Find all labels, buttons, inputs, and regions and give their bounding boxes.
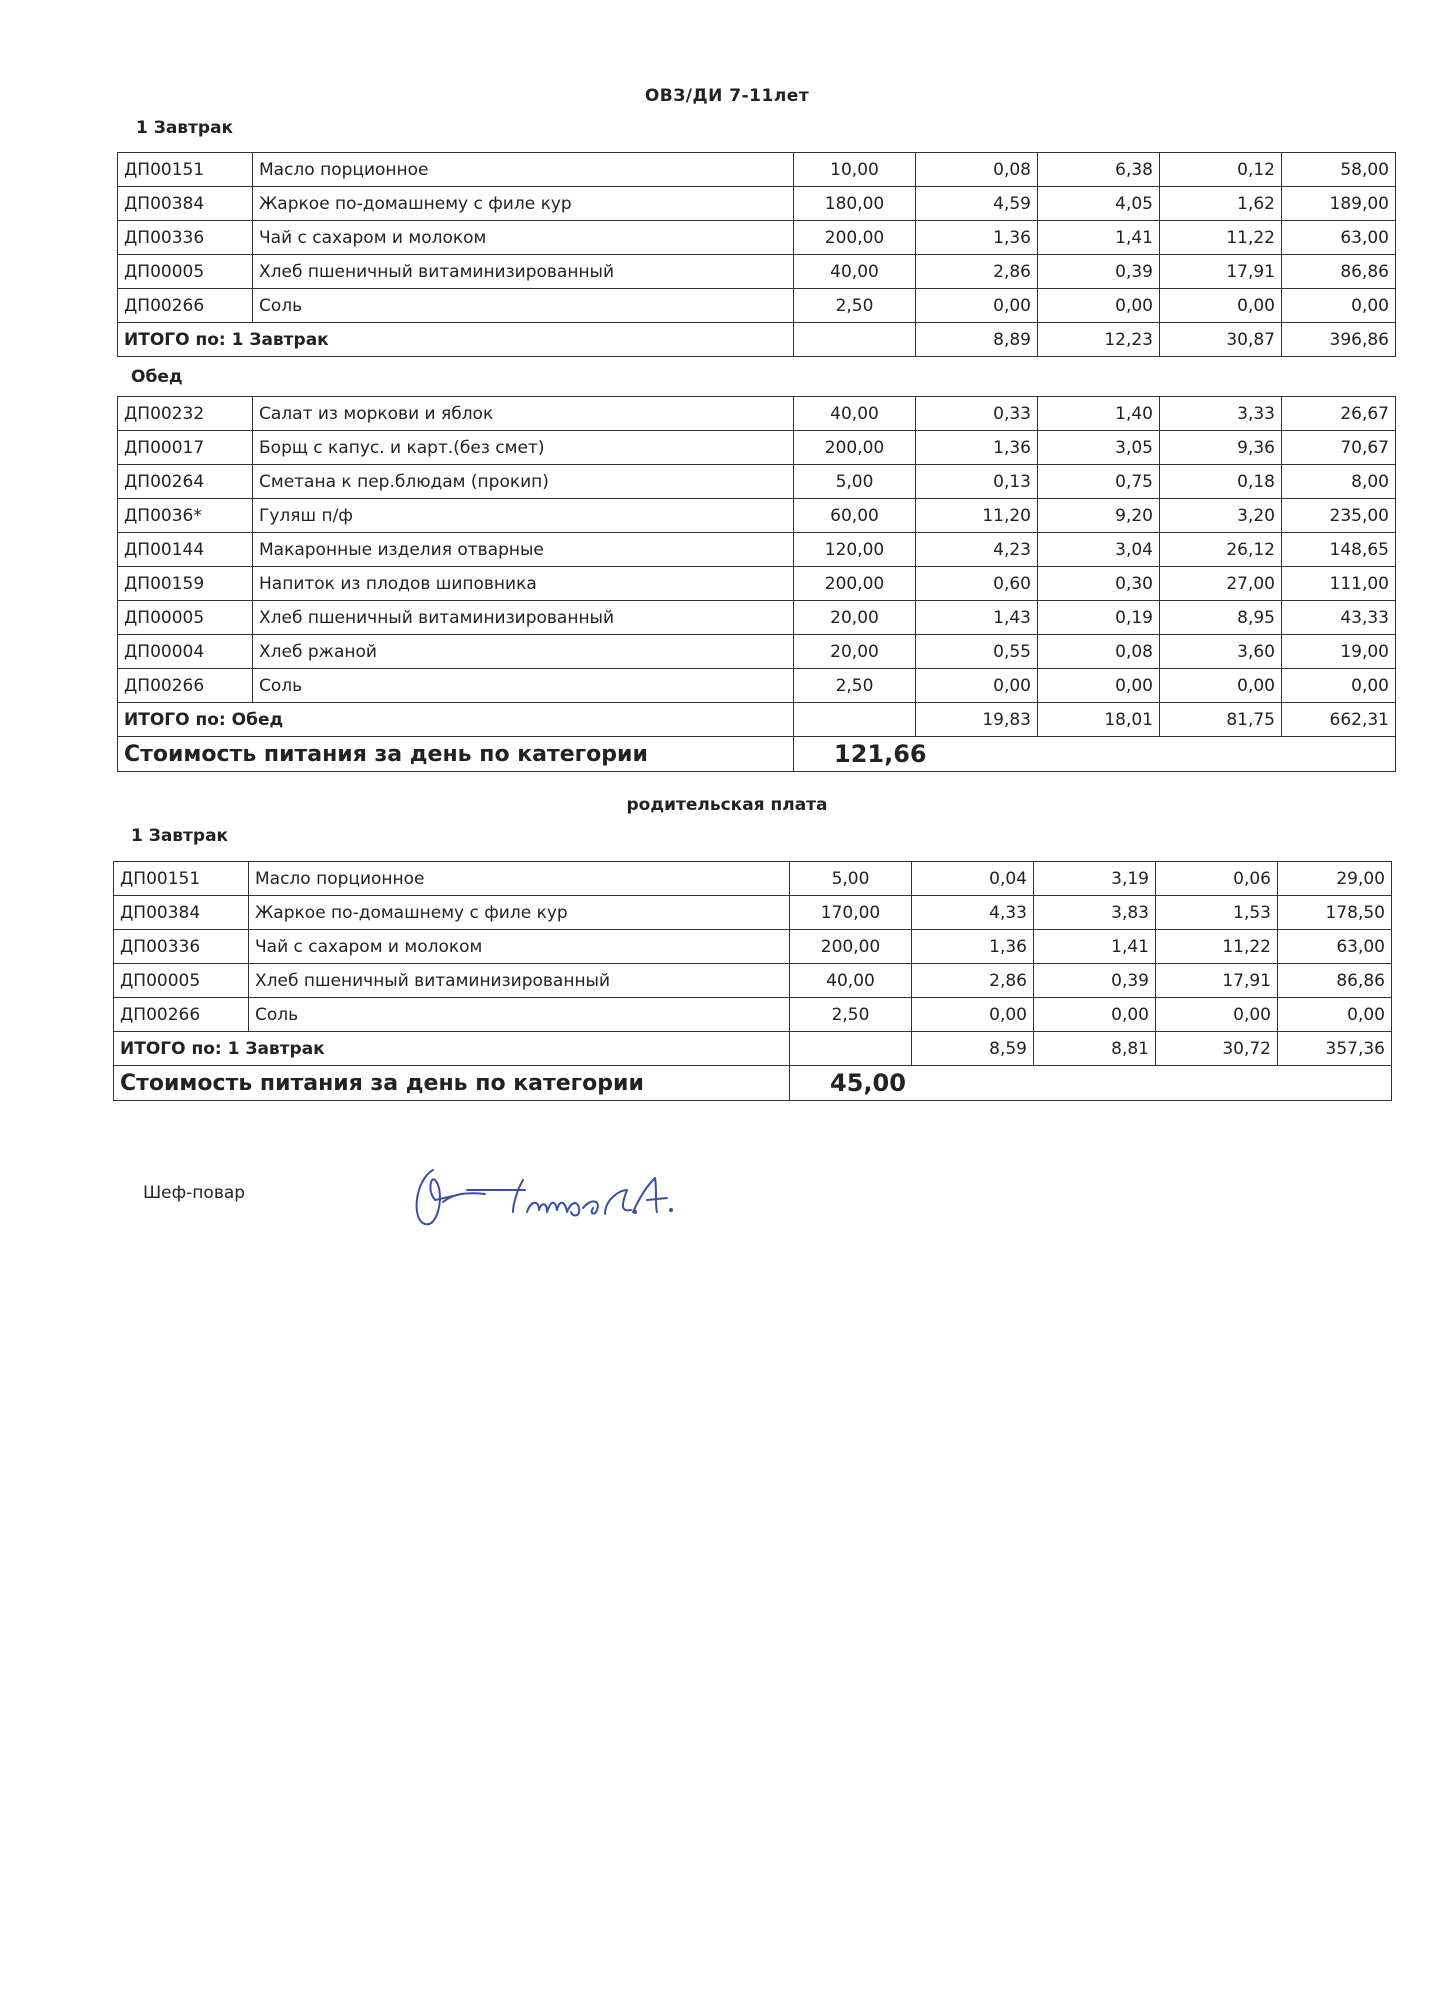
total-kcal: 396,86 [1282,323,1396,357]
total-carbs: 81,75 [1160,703,1282,737]
total-label: ИТОГО по: 1 Завтрак [118,323,794,357]
table-row [118,289,1396,323]
carbs-value: 0,00 [1160,669,1282,703]
dish-code: ДП00336 [114,930,249,964]
dish-code: ДП00336 [118,221,253,255]
total-fat: 12,23 [1038,323,1160,357]
fat-value: 0,39 [1034,964,1156,998]
dish-name: Соль [253,669,794,703]
protein-value: 4,59 [916,187,1038,221]
daily-cost-label: Стоимость питания за день по категории [118,737,794,772]
total-fat: 8,81 [1034,1032,1156,1066]
kcal-value: 178,50 [1278,896,1392,930]
protein-value: 0,60 [916,567,1038,601]
total-label: ИТОГО по: Обед [118,703,794,737]
total-row [118,323,1396,357]
table-row [118,431,1396,465]
protein-value: 2,86 [912,964,1034,998]
table-row [118,465,1396,499]
dish-code: ДП00005 [114,964,249,998]
carbs-value: 3,33 [1160,397,1282,431]
dish-code: ДП00232 [118,397,253,431]
fat-value: 0,19 [1038,601,1160,635]
carbs-value: 0,00 [1156,998,1278,1032]
chef-label: Шеф-повар [143,1183,246,1203]
menu-table-lunch [117,396,1396,772]
table-row [118,601,1396,635]
kcal-value: 43,33 [1282,601,1396,635]
kcal-value: 148,65 [1282,533,1396,567]
dish-code: ДП00159 [118,567,253,601]
fat-value: 3,05 [1038,431,1160,465]
fat-value: 0,30 [1038,567,1160,601]
dish-mass: 60,00 [794,499,916,533]
kcal-value: 0,00 [1282,669,1396,703]
table-row [118,397,1396,431]
fat-value: 0,00 [1038,289,1160,323]
menu-table-breakfast [117,152,1396,357]
dish-name: Сметана к пер.блюдам (прокип) [253,465,794,499]
carbs-value: 17,91 [1156,964,1278,998]
kcal-value: 111,00 [1282,567,1396,601]
fat-value: 0,08 [1038,635,1160,669]
protein-value: 11,20 [916,499,1038,533]
dish-code: ДП00005 [118,255,253,289]
dish-mass: 170,00 [790,896,912,930]
protein-value: 0,13 [916,465,1038,499]
kcal-value: 8,00 [1282,465,1396,499]
dish-name: Хлеб пшеничный витаминизированный [249,964,790,998]
kcal-value: 26,67 [1282,397,1396,431]
protein-value: 0,00 [916,289,1038,323]
carbs-value: 0,00 [1160,289,1282,323]
dish-name: Макаронные изделия отварные [253,533,794,567]
section-label-breakfast-2: 1 Завтрак [131,826,229,846]
kcal-value: 70,67 [1282,431,1396,465]
total-row [118,703,1396,737]
dish-mass: 2,50 [794,289,916,323]
menu-table-parent-breakfast [113,861,1392,1101]
dish-mass: 2,50 [790,998,912,1032]
total-mass-empty [794,323,916,357]
table-row [118,221,1396,255]
kcal-value: 19,00 [1282,635,1396,669]
protein-value: 0,00 [916,669,1038,703]
dish-mass: 10,00 [794,153,916,187]
section-title-parent-payment: родительская плата [626,795,828,815]
fat-value: 0,75 [1038,465,1160,499]
daily-cost-value: 121,66 [794,737,1396,772]
dish-name: Гуляш п/ф [253,499,794,533]
dish-mass: 20,00 [794,601,916,635]
dish-mass: 5,00 [794,465,916,499]
table-row [118,255,1396,289]
dish-code: ДП00266 [118,289,253,323]
kcal-value: 86,86 [1282,255,1396,289]
total-protein: 8,59 [912,1032,1034,1066]
total-row [114,1032,1392,1066]
dish-code: ДП00005 [118,601,253,635]
total-carbs: 30,87 [1160,323,1282,357]
fat-value: 1,41 [1034,930,1156,964]
dish-name: Жаркое по-домашнему с филе кур [253,187,794,221]
total-kcal: 357,36 [1278,1032,1392,1066]
dish-mass: 5,00 [790,862,912,896]
protein-value: 1,36 [916,221,1038,255]
dish-name: Соль [253,289,794,323]
dish-name: Хлеб пшеничный витаминизированный [253,601,794,635]
dish-code: ДП00266 [114,998,249,1032]
dish-name: Салат из моркови и яблок [253,397,794,431]
dish-name: Чай с сахаром и молоком [253,221,794,255]
table-row [114,862,1392,896]
protein-value: 1,36 [916,431,1038,465]
dish-code: ДП00266 [118,669,253,703]
kcal-value: 63,00 [1282,221,1396,255]
protein-value: 1,43 [916,601,1038,635]
carbs-value: 3,60 [1160,635,1282,669]
dish-mass: 200,00 [794,567,916,601]
table-row [118,187,1396,221]
dish-mass: 200,00 [794,431,916,465]
fat-value: 1,40 [1038,397,1160,431]
table-row [118,635,1396,669]
carbs-value: 11,22 [1160,221,1282,255]
kcal-value: 86,86 [1278,964,1392,998]
carbs-value: 27,00 [1160,567,1282,601]
dish-mass: 40,00 [794,397,916,431]
total-label: ИТОГО по: 1 Завтрак [114,1032,790,1066]
chef-signature [405,1150,735,1240]
table-row [118,533,1396,567]
kcal-value: 189,00 [1282,187,1396,221]
carbs-value: 17,91 [1160,255,1282,289]
table-row [114,998,1392,1032]
dish-name: Хлеб ржаной [253,635,794,669]
dish-name: Масло порционное [249,862,790,896]
total-carbs: 30,72 [1156,1032,1278,1066]
kcal-value: 63,00 [1278,930,1392,964]
carbs-value: 8,95 [1160,601,1282,635]
kcal-value: 0,00 [1278,998,1392,1032]
protein-value: 4,33 [912,896,1034,930]
dish-mass: 40,00 [790,964,912,998]
dish-mass: 200,00 [794,221,916,255]
dish-name: Жаркое по-домашнему с филе кур [249,896,790,930]
fat-value: 0,00 [1038,669,1160,703]
table-row [114,964,1392,998]
table-row [114,896,1392,930]
dish-code: ДП00004 [118,635,253,669]
carbs-value: 0,18 [1160,465,1282,499]
total-fat: 18,01 [1038,703,1160,737]
carbs-value: 0,06 [1156,862,1278,896]
dish-code: ДП00384 [114,896,249,930]
dish-mass: 180,00 [794,187,916,221]
total-mass-empty [790,1032,912,1066]
protein-value: 0,08 [916,153,1038,187]
fat-value: 4,05 [1038,187,1160,221]
table-row [118,153,1396,187]
fat-value: 9,20 [1038,499,1160,533]
dish-code: ДП00017 [118,431,253,465]
carbs-value: 11,22 [1156,930,1278,964]
section-label-lunch: Обед [131,367,183,387]
document-title: ОВЗ/ДИ 7-11лет [644,86,810,106]
dish-code: ДП00264 [118,465,253,499]
total-mass-empty [794,703,916,737]
fat-value: 3,04 [1038,533,1160,567]
protein-value: 0,55 [916,635,1038,669]
fat-value: 3,83 [1034,896,1156,930]
carbs-value: 26,12 [1160,533,1282,567]
carbs-value: 1,53 [1156,896,1278,930]
dish-name: Чай с сахаром и молоком [249,930,790,964]
daily-cost-row [114,1066,1392,1101]
carbs-value: 1,62 [1160,187,1282,221]
daily-cost-row [118,737,1396,772]
dish-mass: 2,50 [794,669,916,703]
dish-code: ДП00144 [118,533,253,567]
dish-code: ДП00151 [118,153,253,187]
table-row [118,567,1396,601]
protein-value: 0,33 [916,397,1038,431]
table-row [118,499,1396,533]
kcal-value: 29,00 [1278,862,1392,896]
total-protein: 19,83 [916,703,1038,737]
dish-mass: 200,00 [790,930,912,964]
fat-value: 1,41 [1038,221,1160,255]
dish-code: ДП00384 [118,187,253,221]
total-protein: 8,89 [916,323,1038,357]
protein-value: 4,23 [916,533,1038,567]
dish-name: Соль [249,998,790,1032]
dish-code: ДП0036* [118,499,253,533]
kcal-value: 235,00 [1282,499,1396,533]
daily-cost-value: 45,00 [790,1066,1392,1101]
fat-value: 0,00 [1034,998,1156,1032]
daily-cost-label: Стоимость питания за день по категории [114,1066,790,1101]
fat-value: 0,39 [1038,255,1160,289]
dish-name: Напиток из плодов шиповника [253,567,794,601]
carbs-value: 3,20 [1160,499,1282,533]
dish-mass: 20,00 [794,635,916,669]
protein-value: 1,36 [912,930,1034,964]
protein-value: 0,04 [912,862,1034,896]
dish-name: Борщ с капус. и карт.(без смет) [253,431,794,465]
dish-mass: 40,00 [794,255,916,289]
carbs-value: 0,12 [1160,153,1282,187]
table-row [114,930,1392,964]
total-kcal: 662,31 [1282,703,1396,737]
dish-code: ДП00151 [114,862,249,896]
table-row [118,669,1396,703]
table-body [118,397,1396,703]
dish-name: Хлеб пшеничный витаминизированный [253,255,794,289]
carbs-value: 9,36 [1160,431,1282,465]
section-label-breakfast: 1 Завтрак [136,118,234,138]
dish-mass: 120,00 [794,533,916,567]
table-body [114,862,1392,1032]
protein-value: 2,86 [916,255,1038,289]
kcal-value: 0,00 [1282,289,1396,323]
fat-value: 3,19 [1034,862,1156,896]
fat-value: 6,38 [1038,153,1160,187]
kcal-value: 58,00 [1282,153,1396,187]
table-body [118,153,1396,323]
dish-name: Масло порционное [253,153,794,187]
protein-value: 0,00 [912,998,1034,1032]
